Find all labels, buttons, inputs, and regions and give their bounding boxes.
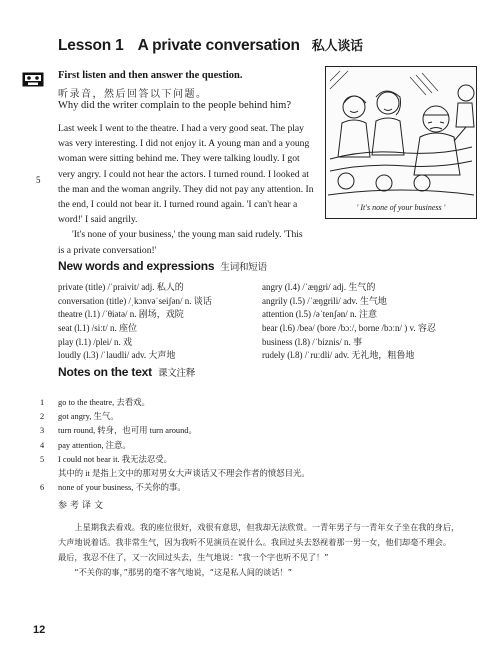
story-line: was very interesting. I did not enjoy it. A young man and a young	[58, 138, 310, 150]
notes-title-en: Notes on the text	[58, 365, 152, 379]
lesson-name: A private conversation	[137, 37, 300, 54]
question-text: Why did the writer complain to the people behind him?	[58, 100, 291, 111]
note-number: 5	[40, 454, 45, 464]
word-entry: loudly (l.3) /ˈlaudli/ adv. 大声地	[58, 350, 176, 361]
word-list-right	[262, 281, 436, 363]
translation-line: “不关你的事，”那男的毫不客气地说，“这是私人间的谈话！”	[58, 567, 292, 577]
word-entry: play (l.1) /plei/ n. 戏	[58, 336, 132, 347]
story-line: Last week I went to the theatre. I had a very good seat. The play	[58, 123, 304, 134]
note-item	[40, 410, 310, 424]
lesson-title	[58, 35, 363, 55]
translation-title: 参考译文	[58, 501, 107, 511]
word-list-left	[58, 281, 212, 363]
word-entry: angrily (l.5) /ˈæŋgrili/ adv. 生气地	[262, 295, 387, 306]
lesson-name-cn: 私人谈话	[311, 39, 363, 54]
note-item	[40, 467, 310, 481]
word-entry: conversation (title) /ˌkɔnvəˈseiʃən/ n. 谈话	[58, 295, 212, 306]
story-text	[58, 121, 314, 258]
word-entry: bear (l.6) /beə/ (bore /bɔː/, borne /bɔːn/ ) v. 容忍	[262, 323, 436, 334]
story-line: very angry. I could not hear the actors. I turned round. I looked at	[58, 168, 309, 180]
note-text: go to the theatre, 去看戏。	[58, 398, 150, 407]
page-number: 12	[33, 624, 46, 636]
translation-text	[58, 520, 459, 580]
story-line-number: 5	[36, 175, 41, 185]
word-entry: rudely (l.8) /ˈruːdli/ adv. 无礼地，粗鲁地	[262, 350, 415, 361]
notes-title-cn: 课文注释	[157, 368, 196, 379]
note-number: 4	[40, 440, 45, 450]
translation-line: 上星期我去看戏。我的座位很好，戏很有意思，但我却无法欣赏。一青年男子与一青年女子坐在我的身后，	[58, 522, 460, 532]
note-text: none of your business, 不关你的事。	[58, 483, 186, 493]
lesson-number: Lesson 1	[58, 37, 124, 54]
story-line: woman were sitting behind me. They were talking loudly. I got	[58, 153, 300, 165]
note-item	[40, 453, 310, 467]
note-number: 2	[40, 412, 45, 422]
cassette-tape-icon	[22, 72, 44, 87]
notes-section-title	[58, 365, 195, 379]
word-entry: business (l.8) /ˈbiznis/ n. 事	[262, 336, 362, 347]
story-line: is a private conversation!'	[58, 244, 157, 256]
question-instruction-cn: 听录音，然后回答以下问题。	[58, 89, 208, 100]
theatre-sketch	[326, 67, 476, 218]
translation-line: 大声地说着话。我非常生气，因为我听不见演员在说什么。我回过头去怒视着那一男一女，他们却毫不理会。	[58, 537, 452, 547]
word-entry: theatre (l.1) /ˈθiətə/ n. 剧场，戏院	[58, 309, 184, 320]
illustration-caption: ' It's none of your business '	[356, 203, 446, 212]
story-line: the end, I could not bear it. I turned round again. 'I can't hear a	[58, 198, 298, 210]
word-entry: seat (l.1) /siːt/ n. 座位	[58, 323, 137, 334]
word-entry: private (title) /ˈpraivit/ adj. 私人的	[58, 282, 184, 292]
note-item	[40, 396, 310, 410]
translation-line: 最后，我忍不住了，又一次回过头去，生气地说：“我一个字也听不见了！”	[58, 552, 329, 562]
story-line: the man and the woman angrily. They did not pay any attention. In	[58, 183, 314, 195]
notes-list	[40, 396, 310, 495]
words-title-en: New words and expressions	[58, 259, 215, 273]
words-section-title	[58, 259, 267, 273]
word-entry: attention (l.5) /əˈtenʃən/ n. 注意	[262, 309, 377, 320]
note-item	[40, 439, 310, 453]
note-number: 1	[40, 398, 45, 407]
story-line: word!' I said angrily.	[58, 214, 138, 226]
story-line: 'It's none of your business,' the young man said rudely. 'This	[72, 229, 303, 241]
note-item	[40, 481, 310, 495]
question-instruction: First listen and then answer the question.	[58, 70, 243, 81]
note-number: 6	[40, 483, 45, 493]
theatre-illustration	[325, 66, 477, 219]
note-text: pay attention, 注意。	[58, 440, 131, 450]
note-item	[40, 424, 310, 438]
note-number: 3	[40, 426, 45, 436]
words-title-cn: 生词和短语	[220, 262, 267, 273]
note-text: I could not bear it. 我无法忍受。	[58, 454, 172, 464]
note-text: turn round, 转身，也可用 turn around。	[58, 426, 197, 436]
note-text: 其中的 it 是指上文中的那对男女大声谈话又不理会作者的愤怒目光。	[58, 468, 310, 478]
note-text: got angry, 生气。	[58, 412, 119, 422]
word-entry: angry (l.4) /ˈæŋgri/ adj. 生气的	[262, 282, 376, 292]
